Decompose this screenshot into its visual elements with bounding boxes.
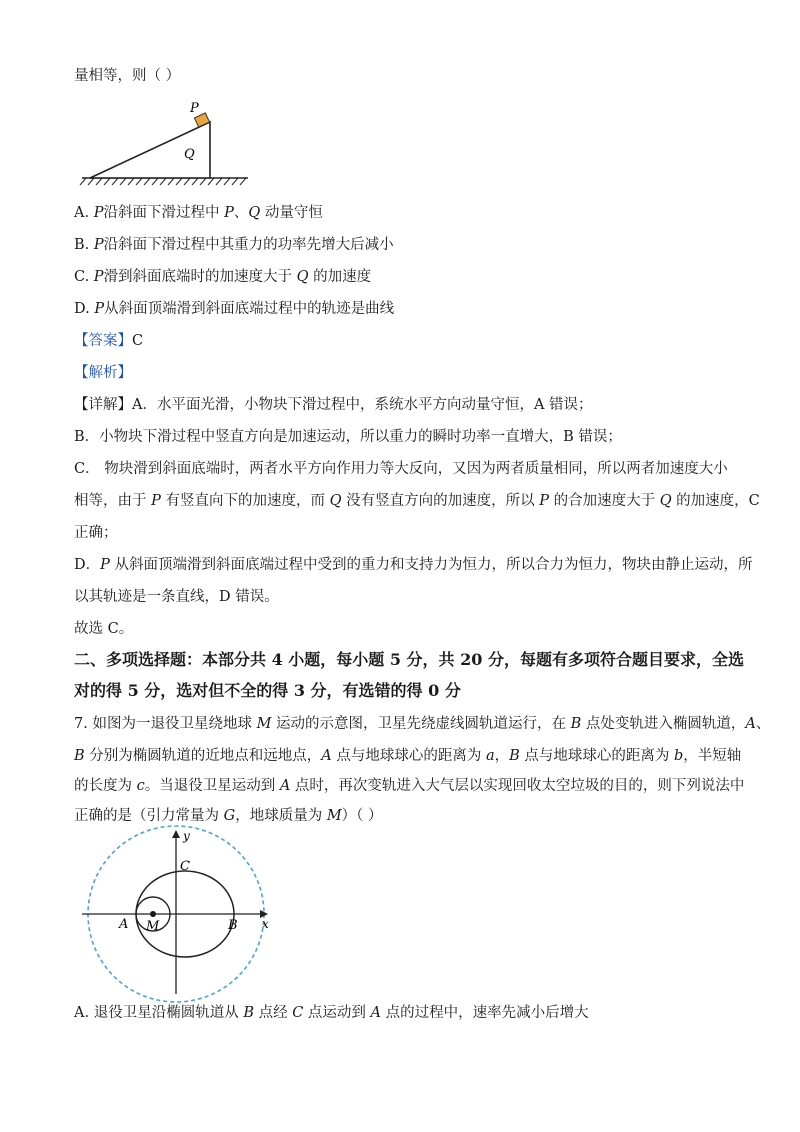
label-q: Q <box>184 147 195 162</box>
detail-label: 【详解】 <box>74 397 132 413</box>
section2-title-line-1: 二、多项选择题：本部分共 4 小题，每小题 5 分，共 20 分，每题有多项符合题目要求，全选 <box>74 650 744 669</box>
point-b-label: B <box>228 918 238 933</box>
detail-c-line-1: C． 物块滑到斜面底端时，两者水平方向作用力等大反向，又因为两者质量相同，所以两者加速度大小 <box>74 461 728 477</box>
detail-a-line: 【详解】A．水平面光滑，小物块下滑过程中，系统水平方向动量守恒，A 错误； <box>74 397 593 413</box>
q7-option-a: A. 退役卫星沿椭圆轨道从 B 点经 C 点运动到 A 点的过程中，速率先减小后增大 <box>74 1005 589 1021</box>
orbit-figure <box>74 826 284 996</box>
analysis-label: 【解析】 <box>74 365 132 381</box>
q6-option-a: A. P沿斜面下滑过程中 P、Q 动量守恒 <box>74 205 323 221</box>
y-axis-arrow <box>172 830 180 838</box>
incline-figure <box>80 100 255 188</box>
q7-stem-line-3: 的长度为 c。当退役卫星运动到 A 点时，再次变轨进入大气层以实现回收太空垃圾的目的，则下列说法中 <box>74 778 745 794</box>
answer-line <box>74 331 734 351</box>
q6-option-c: C. P滑到斜面底端时的加速度大于 Q 的加速度 <box>74 269 372 285</box>
y-axis-label: y <box>183 829 190 843</box>
detail-c-line-2: 相等，由于 P 有竖直向下的加速度，而 Q 没有竖直方向的加速度，所以 P 的合加速度大于 Q 的加速度，C <box>74 493 760 509</box>
detail-d-line-1: D．P 从斜面顶端滑到斜面底端过程中受到的重力和支持力为恒力，所以合力为恒力，物块由静止运动，所 <box>74 557 753 573</box>
q7-stem-line-4: 正确的是（引力常量为 G，地球质量为 M）（ ） <box>74 808 383 824</box>
x-axis-label: x <box>262 917 269 931</box>
analysis-line <box>74 363 734 383</box>
ground-hatching <box>80 178 246 185</box>
conclusion-line: 故选 C。 <box>74 621 134 637</box>
q6-option-d: D. P从斜面顶端滑到斜面底端过程中的轨迹是曲线 <box>74 301 395 317</box>
q6-stem-tail: 量相等，则（ ） <box>74 68 181 84</box>
q7-stem-line-2: B 分别为椭圆轨道的近地点和远地点，A 点与地球球心的距离为 a，B 点与地球球心的距离为 b，半短轴 <box>74 748 742 764</box>
earth-m-label: M <box>146 919 160 934</box>
q7-stem-line-1: 7. 如图为一退役卫星绕地球 M 运动的示意图，卫星先绕虚线圆轨道运行，在 B 点处变轨进入椭圆轨道，A、 <box>74 716 771 732</box>
detail-d-line-2: 以其轨迹是一条直线，D 错误。 <box>74 589 279 605</box>
label-p: P <box>190 101 199 116</box>
section2-title-line-2: 对的得 5 分，选对但不全的得 3 分，有选错的得 0 分 <box>74 681 461 700</box>
point-c-label: C <box>180 859 190 874</box>
answer-label: 【答案】 <box>74 333 132 349</box>
point-a-label: A <box>119 917 129 932</box>
detail-b-line: B．小物块下滑过程中竖直方向是加速运动，所以重力的瞬时功率一直增大，B 错误； <box>74 429 622 445</box>
q6-option-b: B. P沿斜面下滑过程中其重力的功率先增大后减小 <box>74 237 394 253</box>
detail-c-line-3: 正确； <box>74 525 118 541</box>
answer-value: C <box>132 333 144 349</box>
